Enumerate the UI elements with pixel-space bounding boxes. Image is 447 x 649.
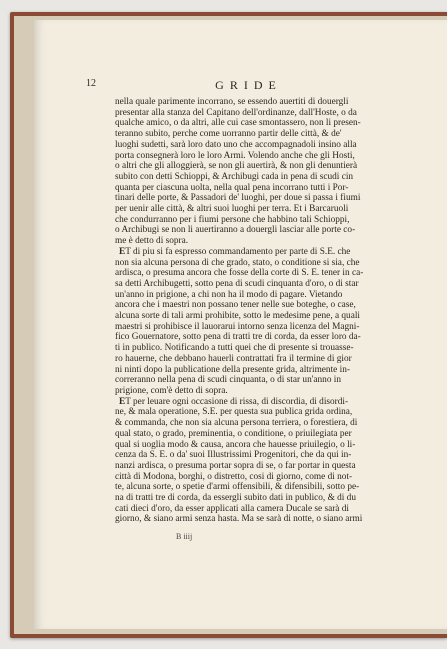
text-line: ardisca, o presuma ancora che fosse della corte di S. E. tener in ca- xyxy=(115,268,364,279)
text-line: che condurranno per i fiumi persone che habbino tali Schioppi, xyxy=(115,214,350,225)
text-line: ro hauerne, che debbano hauerli contrattati fra il termine di gior xyxy=(115,353,352,364)
body-text xyxy=(115,97,398,525)
text-line: ET di piu si fa espresso commandamento per parte di S.E. che xyxy=(119,246,351,257)
text-line: ti in publico. Notificando a tutti quei che di presente si trouasse- xyxy=(115,343,354,354)
text-line: teranno subito, perche come uorranno partir delle città, & de' xyxy=(115,129,342,140)
text-line: qual stato, o grado, preminentia, o conditione, o priuilegiata per xyxy=(115,428,352,439)
text-line: porta consegnerà loro le loro Armi. Volendo anche che gli Hosti, xyxy=(115,150,355,161)
signature-mark: B iiij xyxy=(176,532,193,541)
text-line: un'anno in prigione, a chi non ha il modo di pagare. Vietando xyxy=(115,289,343,300)
text-line: nella quale parimente incorrano, se essendo auertiti di douergli xyxy=(115,97,349,107)
page-number: 12 xyxy=(86,78,96,89)
text-line: te, alcuna sorte, o spetie d'armi offensibili, & difensibili, sotto pe- xyxy=(115,482,360,493)
text-line: me è detto di sopra. xyxy=(115,236,189,247)
text-line: qualche amico, o da altri, alle cui case smontassero, non li presen- xyxy=(115,118,361,129)
text-line: nanzi ardisca, o presuma portar sopra di se, o far portar in questa xyxy=(115,460,356,471)
text-line: fico Gouernatore, sotto pena di tratti tre di corda, da esser loro da- xyxy=(115,332,361,343)
text-line: quanta per ciascuna uolta, nella qual pena incorrano tutti i Por- xyxy=(115,182,349,193)
text-line: ET per leuare ogni occasione di rissa, di discordia, di disordi- xyxy=(119,396,349,407)
text-line: alcuna sorte di tali armi prohibite, sotto le medesime pene, a quali xyxy=(115,311,361,322)
text-line: per uenir alle città, & altri suoi luoghi per terra. Et i Barcaruoli xyxy=(115,204,349,215)
text-line: tinari delle porte, & Passadori de' luoghi, per doue si passa i fiumi xyxy=(115,193,361,204)
text-line: presentar alla stanza del Capitano dell'ordinanze, dall'Hoste, o da xyxy=(115,107,357,118)
text-line: qual si uoglia modo & causa, ancora che hauesse priuilegio, o li- xyxy=(115,439,356,450)
text-line: ni ninti dopo la publicatione della presente grida, altrimente in- xyxy=(115,364,350,375)
text-line: o altri che gli alloggierà, se non gli auertirà, & non gli denuntierà xyxy=(115,161,358,172)
text-line: maestri si prohibisce il lauorarui intorno senza licenza del Magni- xyxy=(115,321,360,332)
running-title: GRIDE xyxy=(215,78,282,92)
text-line: ne, & mala operatione, S.E. per questa sua publica grida ordina, xyxy=(115,407,353,418)
text-line: non sia alcuna persona di che grado, stato, o conditione si sia, che xyxy=(115,257,360,268)
text-line: prigione, com'è detto di sopra. xyxy=(115,385,228,396)
page-header xyxy=(86,78,411,94)
text-line: giorno, & siano armi senza hasta. Ma se sarà di notte, o siano armi xyxy=(115,514,363,525)
text-line: sa detti Archibugetti, sotto pena di scudi cinquanta d'oro, o di star xyxy=(115,278,359,289)
text-line: & commanda, che non sia alcuna persona terriera, o forestiera, di xyxy=(115,418,358,429)
text-line: cati dieci d'oro, da esser applicati alla camera Ducale se sarà di xyxy=(115,503,349,514)
text-line: ancora che i maestri non possano tener nelle sue boteghe, o case, xyxy=(115,300,356,311)
text-line: città di Modona, borghi, o distretto, cosi di giorno, come di not- xyxy=(115,471,353,482)
text-line: luoghi sudetti, sarà loro dato uno che accompagnadoli insino alla xyxy=(115,139,357,150)
text-line: na di tratti tre di corda, da essergli subito dati in publico, & di du xyxy=(115,493,356,504)
text-line: o Archibugi se non li auertiranno a douergli lasciar alle porte co- xyxy=(115,225,356,236)
text-line: cenza da S. E. o da' suoi Illustrissimi Progenitori, che da qui in- xyxy=(115,450,352,461)
text-line: correranno nella pena di scudi cinquanta, o di star un'anno in xyxy=(115,375,342,386)
text-line: subito con detti Schioppi, & Archibugi cada in pena di scudi cin xyxy=(115,171,354,182)
